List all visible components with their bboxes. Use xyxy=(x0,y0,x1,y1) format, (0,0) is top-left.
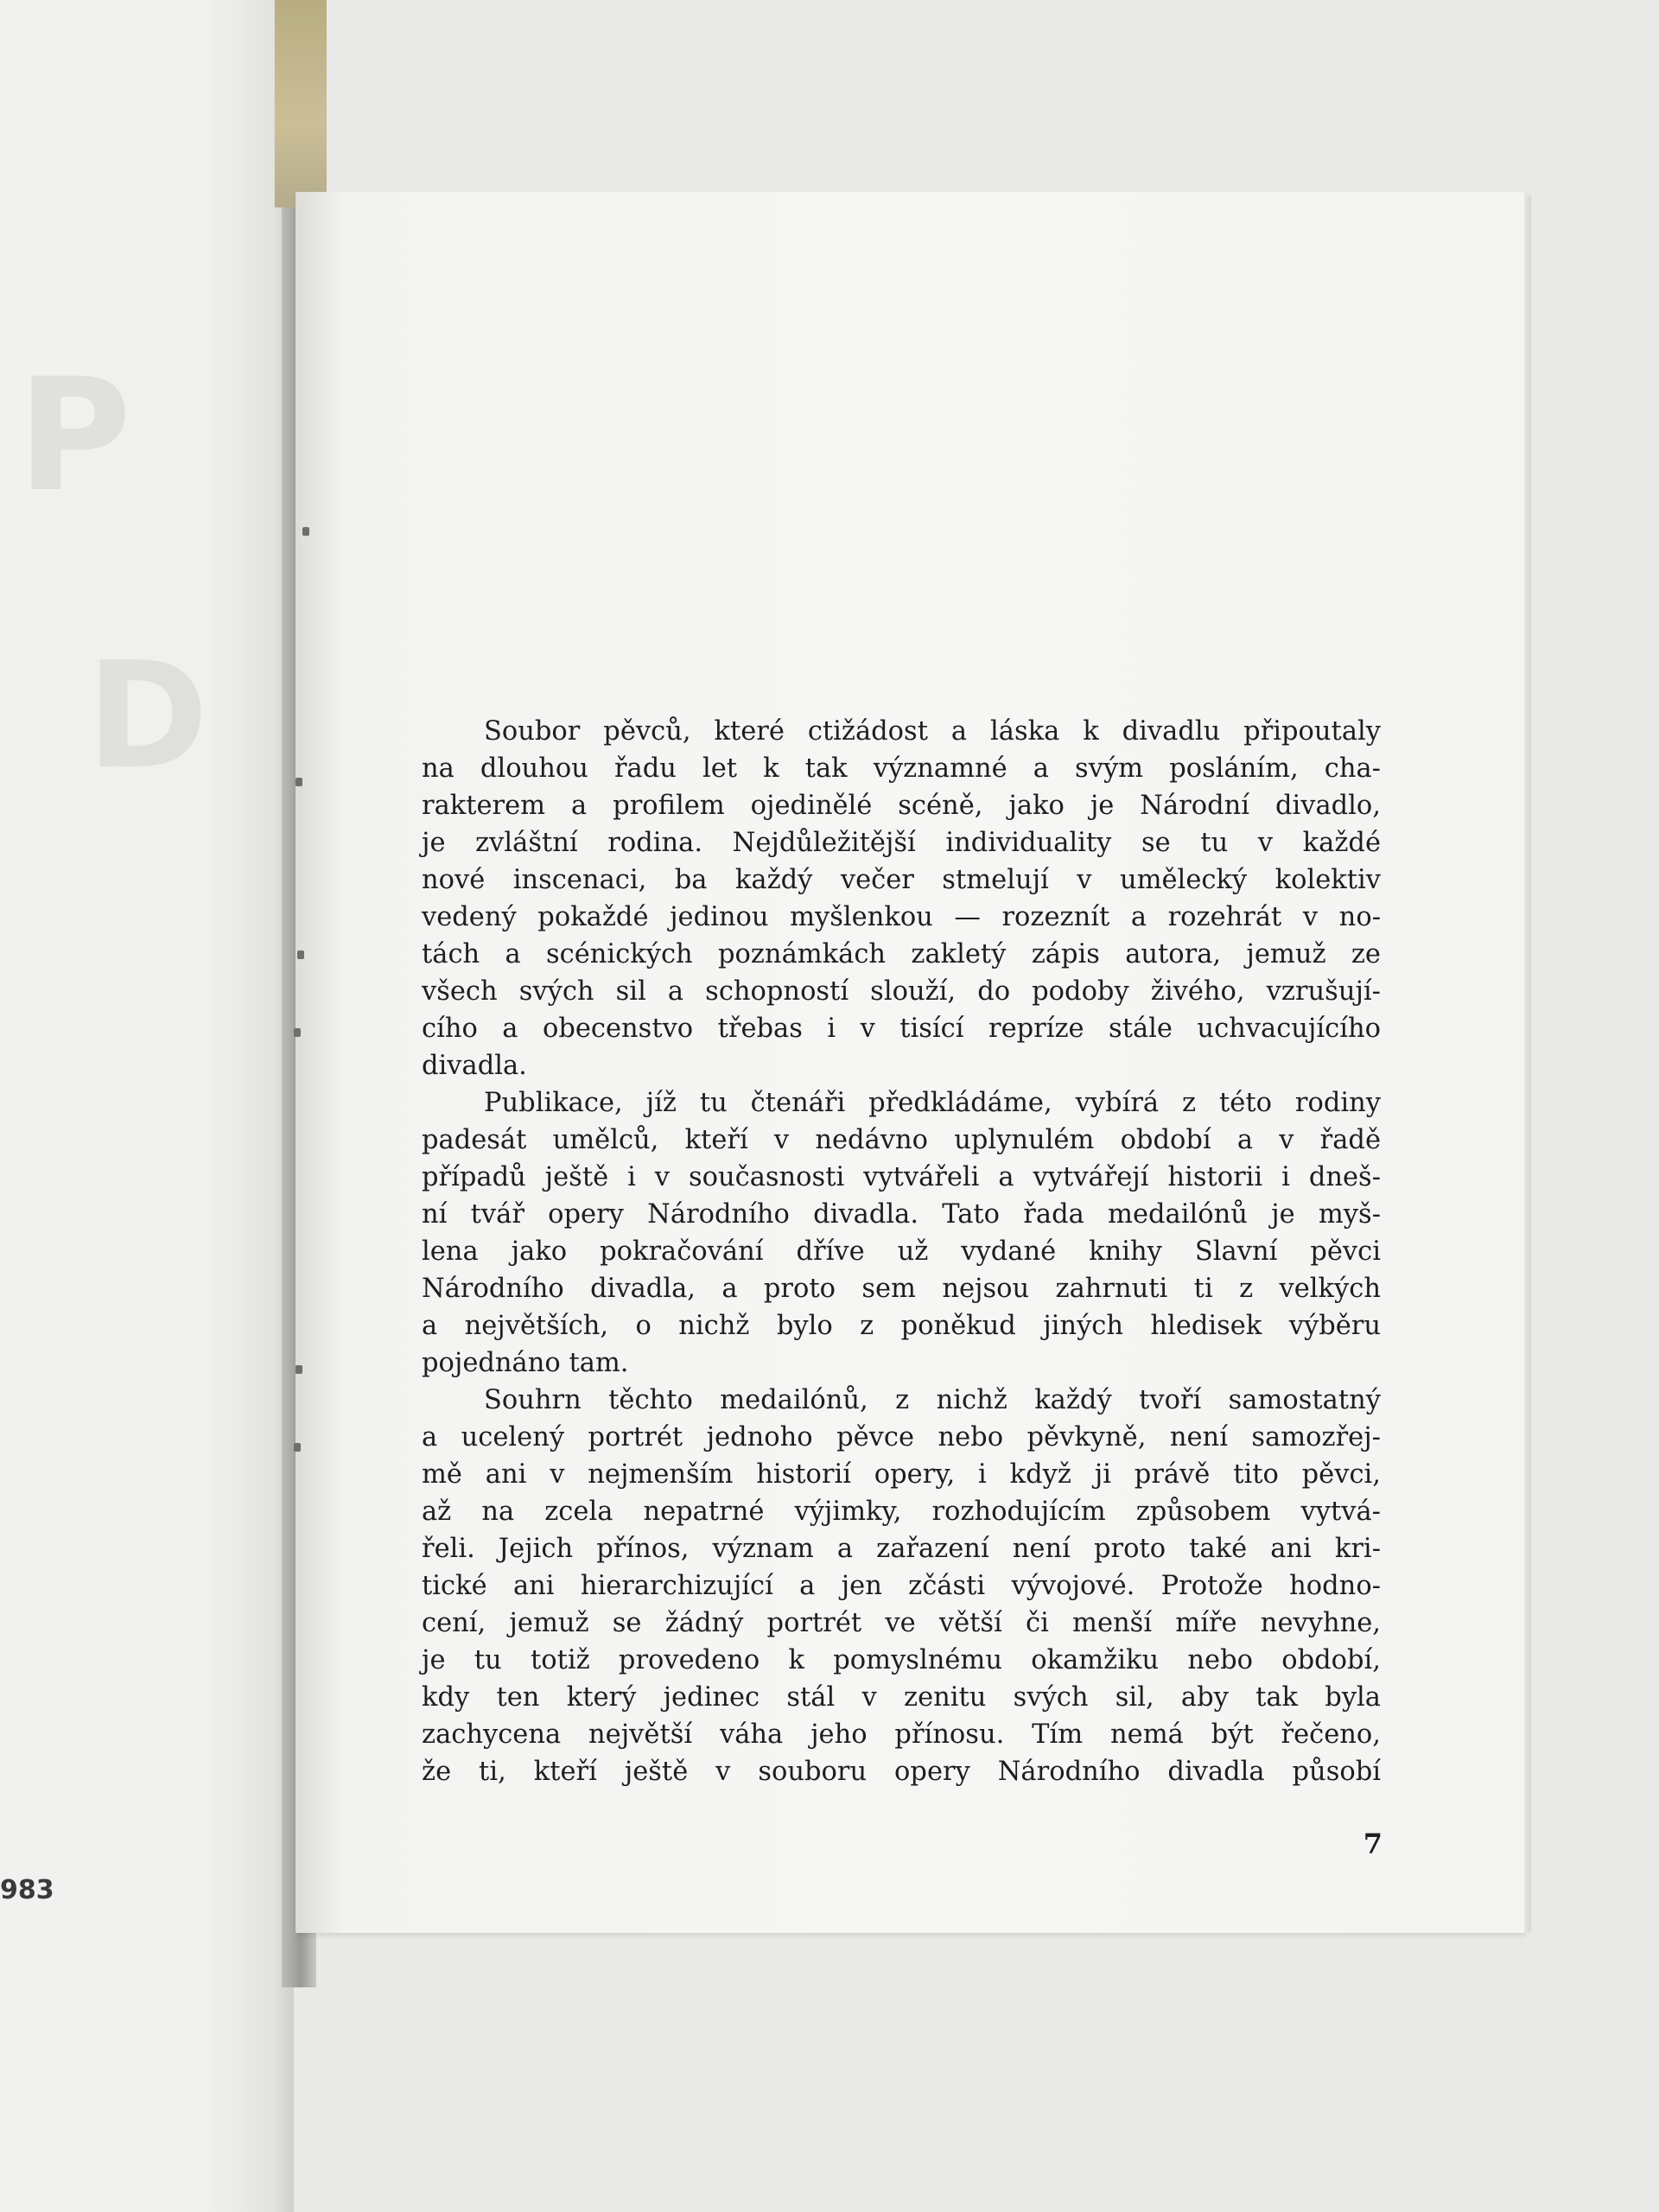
text-line: divadla. xyxy=(422,1051,527,1081)
binding-stitch xyxy=(294,1028,301,1037)
text-line: padesát umělců, kteří v nedávno uplynulém období a v řadě xyxy=(422,1125,1381,1155)
text-line: až na zcela nepatrné výjimky, rozhodujícím způsobem vytvá- xyxy=(422,1497,1381,1527)
binding-stitch xyxy=(294,1443,301,1452)
text-line: že ti, kteří ještě v souboru opery Národního divadla působí xyxy=(422,1757,1381,1787)
text-line: je zvláštní rodina. Nejdůležitější individuality se tu v každé xyxy=(422,828,1381,858)
text-line: je tu totiž provedeno k pomyslnému okamžiku nebo období, xyxy=(422,1645,1381,1675)
text-line: Soubor pěvců, které ctižádost a láska k divadlu připoutaly xyxy=(484,716,1381,747)
text-line: tách a scénických poznámkách zakletý zápis autora, jemuž ze xyxy=(422,939,1381,969)
text-line: tické ani hierarchizující a jen zčásti vývojové. Protože hodno- xyxy=(422,1571,1381,1601)
text-line: řeli. Jejich přínos, význam a zařazení není proto také ani kri- xyxy=(422,1534,1381,1564)
page-number: 7 xyxy=(1363,1827,1382,1860)
book-spine xyxy=(275,0,327,207)
text-line: ní tvář opery Národního divadla. Tato řada medailónů je myš- xyxy=(422,1199,1381,1230)
body-text xyxy=(422,713,1381,1790)
binding-stitch xyxy=(296,778,302,786)
text-line: na dlouhou řadu let k tak významné a svým posláním, cha- xyxy=(422,753,1381,784)
binding-stitch xyxy=(297,950,304,959)
text-line: a největších, o nichž bylo z poněkud jiných hledisek výběru xyxy=(422,1311,1381,1341)
paragraph xyxy=(422,1382,1381,1790)
year-fragment: 983 xyxy=(0,1875,54,1905)
text-line: cení, jemuž se žádný portrét ve větší či menší míře nevyhne, xyxy=(422,1608,1381,1638)
paragraph xyxy=(422,713,1381,1084)
binding-stitch xyxy=(296,1365,302,1374)
text-line: a ucelený portrét jednoho pěvce nebo pěvkyně, není samozřej- xyxy=(422,1422,1381,1452)
text-line: Publikace, jíž tu čtenáři předkládáme, vybírá z této rodiny xyxy=(484,1088,1381,1118)
text-line: Souhrn těchto medailónů, z nichž každý tvoří samostatný xyxy=(484,1385,1381,1415)
text-line: pojednáno tam. xyxy=(422,1348,629,1378)
show-through-letters: P xyxy=(17,346,149,526)
text-line: nové inscenaci, ba každý večer stmelují v umělecký kolektiv xyxy=(422,865,1381,895)
text-line: cího a obecenstvo třebas i v tisící repríze stále uchvacujícího xyxy=(422,1014,1381,1044)
text-line: kdy ten který jedinec stál v zenitu svých sil, aby tak byla xyxy=(422,1682,1381,1713)
text-line: případů ještě i v současnosti vytvářeli a vytvářejí historii i dneš- xyxy=(422,1162,1381,1192)
show-through-letters: D xyxy=(86,631,209,802)
binding-stitch xyxy=(302,527,309,536)
text-line: zachycena největší váha jeho přínosu. Tím nemá být řečeno, xyxy=(422,1719,1381,1750)
text-line: lena jako pokračování dříve už vydané knihy Slavní pěvci xyxy=(422,1236,1381,1267)
left-page xyxy=(0,0,294,2212)
text-line: vedený pokaždé jedinou myšlenkou — rozeznít a rozehrát v no- xyxy=(422,902,1381,932)
text-line: všech svých sil a schopností slouží, do podoby živého, vzrušují- xyxy=(422,976,1381,1007)
text-line: Národního divadla, a proto sem nejsou zahrnuti ti z velkých xyxy=(422,1274,1381,1304)
text-line: mě ani v nejmenším historií opery, i když ji právě tito pěvci, xyxy=(422,1459,1381,1490)
text-line: rakterem a profilem ojedinělé scéně, jako je Národní divadlo, xyxy=(422,791,1381,821)
paragraph xyxy=(422,1084,1381,1382)
